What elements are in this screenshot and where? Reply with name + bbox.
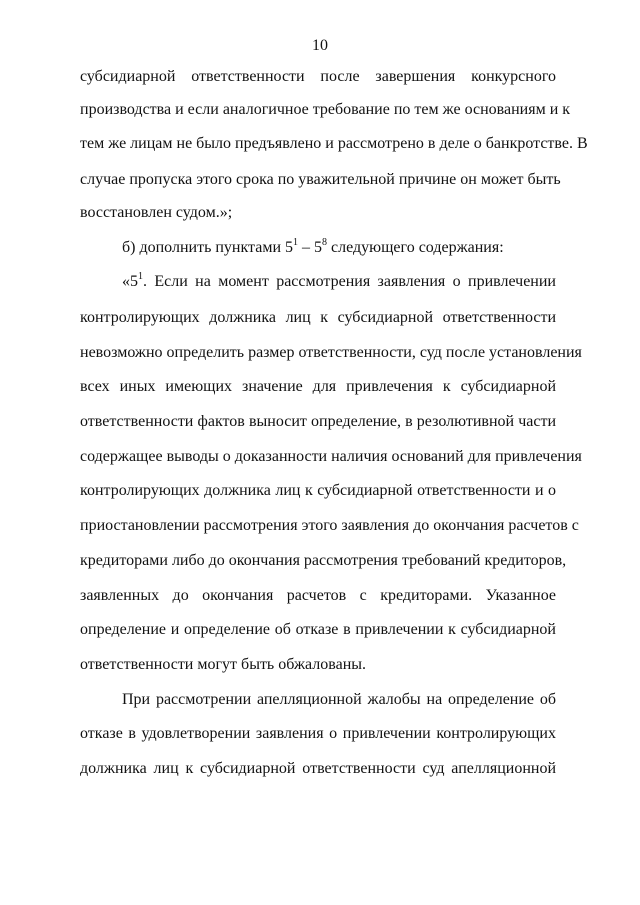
text-line-11: ответственности фактов выносит определение, в резолютивной части [80, 413, 556, 430]
text-line-6 [122, 238, 562, 258]
line-6-post: следующего содержания: [327, 239, 504, 256]
text-line-8: контролирующих должника лиц к субсидиарной ответственности [80, 309, 556, 326]
line-6-sup-2: 8 [322, 236, 328, 248]
line-6-mid: – 5 [298, 239, 323, 256]
line-7-post: . Если на момент рассмотрения заявления о привлечении [143, 273, 556, 290]
text-line-12: содержащее выводы о доказанности наличия оснований для привлечения [80, 448, 582, 465]
text-line-2: производства и если аналогичное требование по тем же основаниям и к [80, 101, 571, 118]
text-line-20: отказе в удовлетворении заявления о привлечении контролирующих [80, 725, 556, 742]
line-6-sup-1: 1 [293, 236, 299, 248]
text-line-4: случае пропуска этого срока по уважительной причине он может быть [80, 171, 561, 188]
text-line-13: контролирующих должника лиц к субсидиарной ответственности и о [80, 482, 556, 499]
text-line-1: субсидиарной ответственности после завершения конкурсного [80, 68, 556, 85]
text-line-16: заявленных до окончания расчетов с кредиторами. Указанное [80, 587, 556, 604]
text-line-18: ответственности могут быть обжалованы. [80, 656, 367, 673]
text-line-15: кредиторами либо до окончания рассмотрения требований кредиторов, [80, 552, 567, 569]
page-number: 10 [312, 37, 328, 54]
text-line-17: определение и определение об отказе в привлечении к субсидиарной [80, 621, 556, 638]
line-7-sup: 1 [138, 270, 143, 282]
text-line-21: должника лиц к субсидиарной ответственности суд апелляционной [80, 760, 556, 777]
text-line-19: При рассмотрении апелляционной жалобы на определение об [122, 691, 556, 708]
text-line-3: тем же лицам не было предъявлено и рассмотрено в деле о банкротстве. В [80, 135, 588, 152]
line-7-pre: «5 [122, 273, 138, 290]
text-line-14: приостановлении рассмотрения этого заявления до окончания расчетов с [80, 517, 579, 534]
text-line-5: восстановлен судом.»; [80, 204, 233, 221]
line-6-pre: б) дополнить пунктами 5 [122, 239, 294, 256]
text-line-9: невозможно определить размер ответственности, суд после установления [80, 344, 582, 361]
text-line-10: всех иных имеющих значение для привлечения к субсидиарной [80, 378, 556, 395]
text-line-7 [122, 272, 556, 292]
